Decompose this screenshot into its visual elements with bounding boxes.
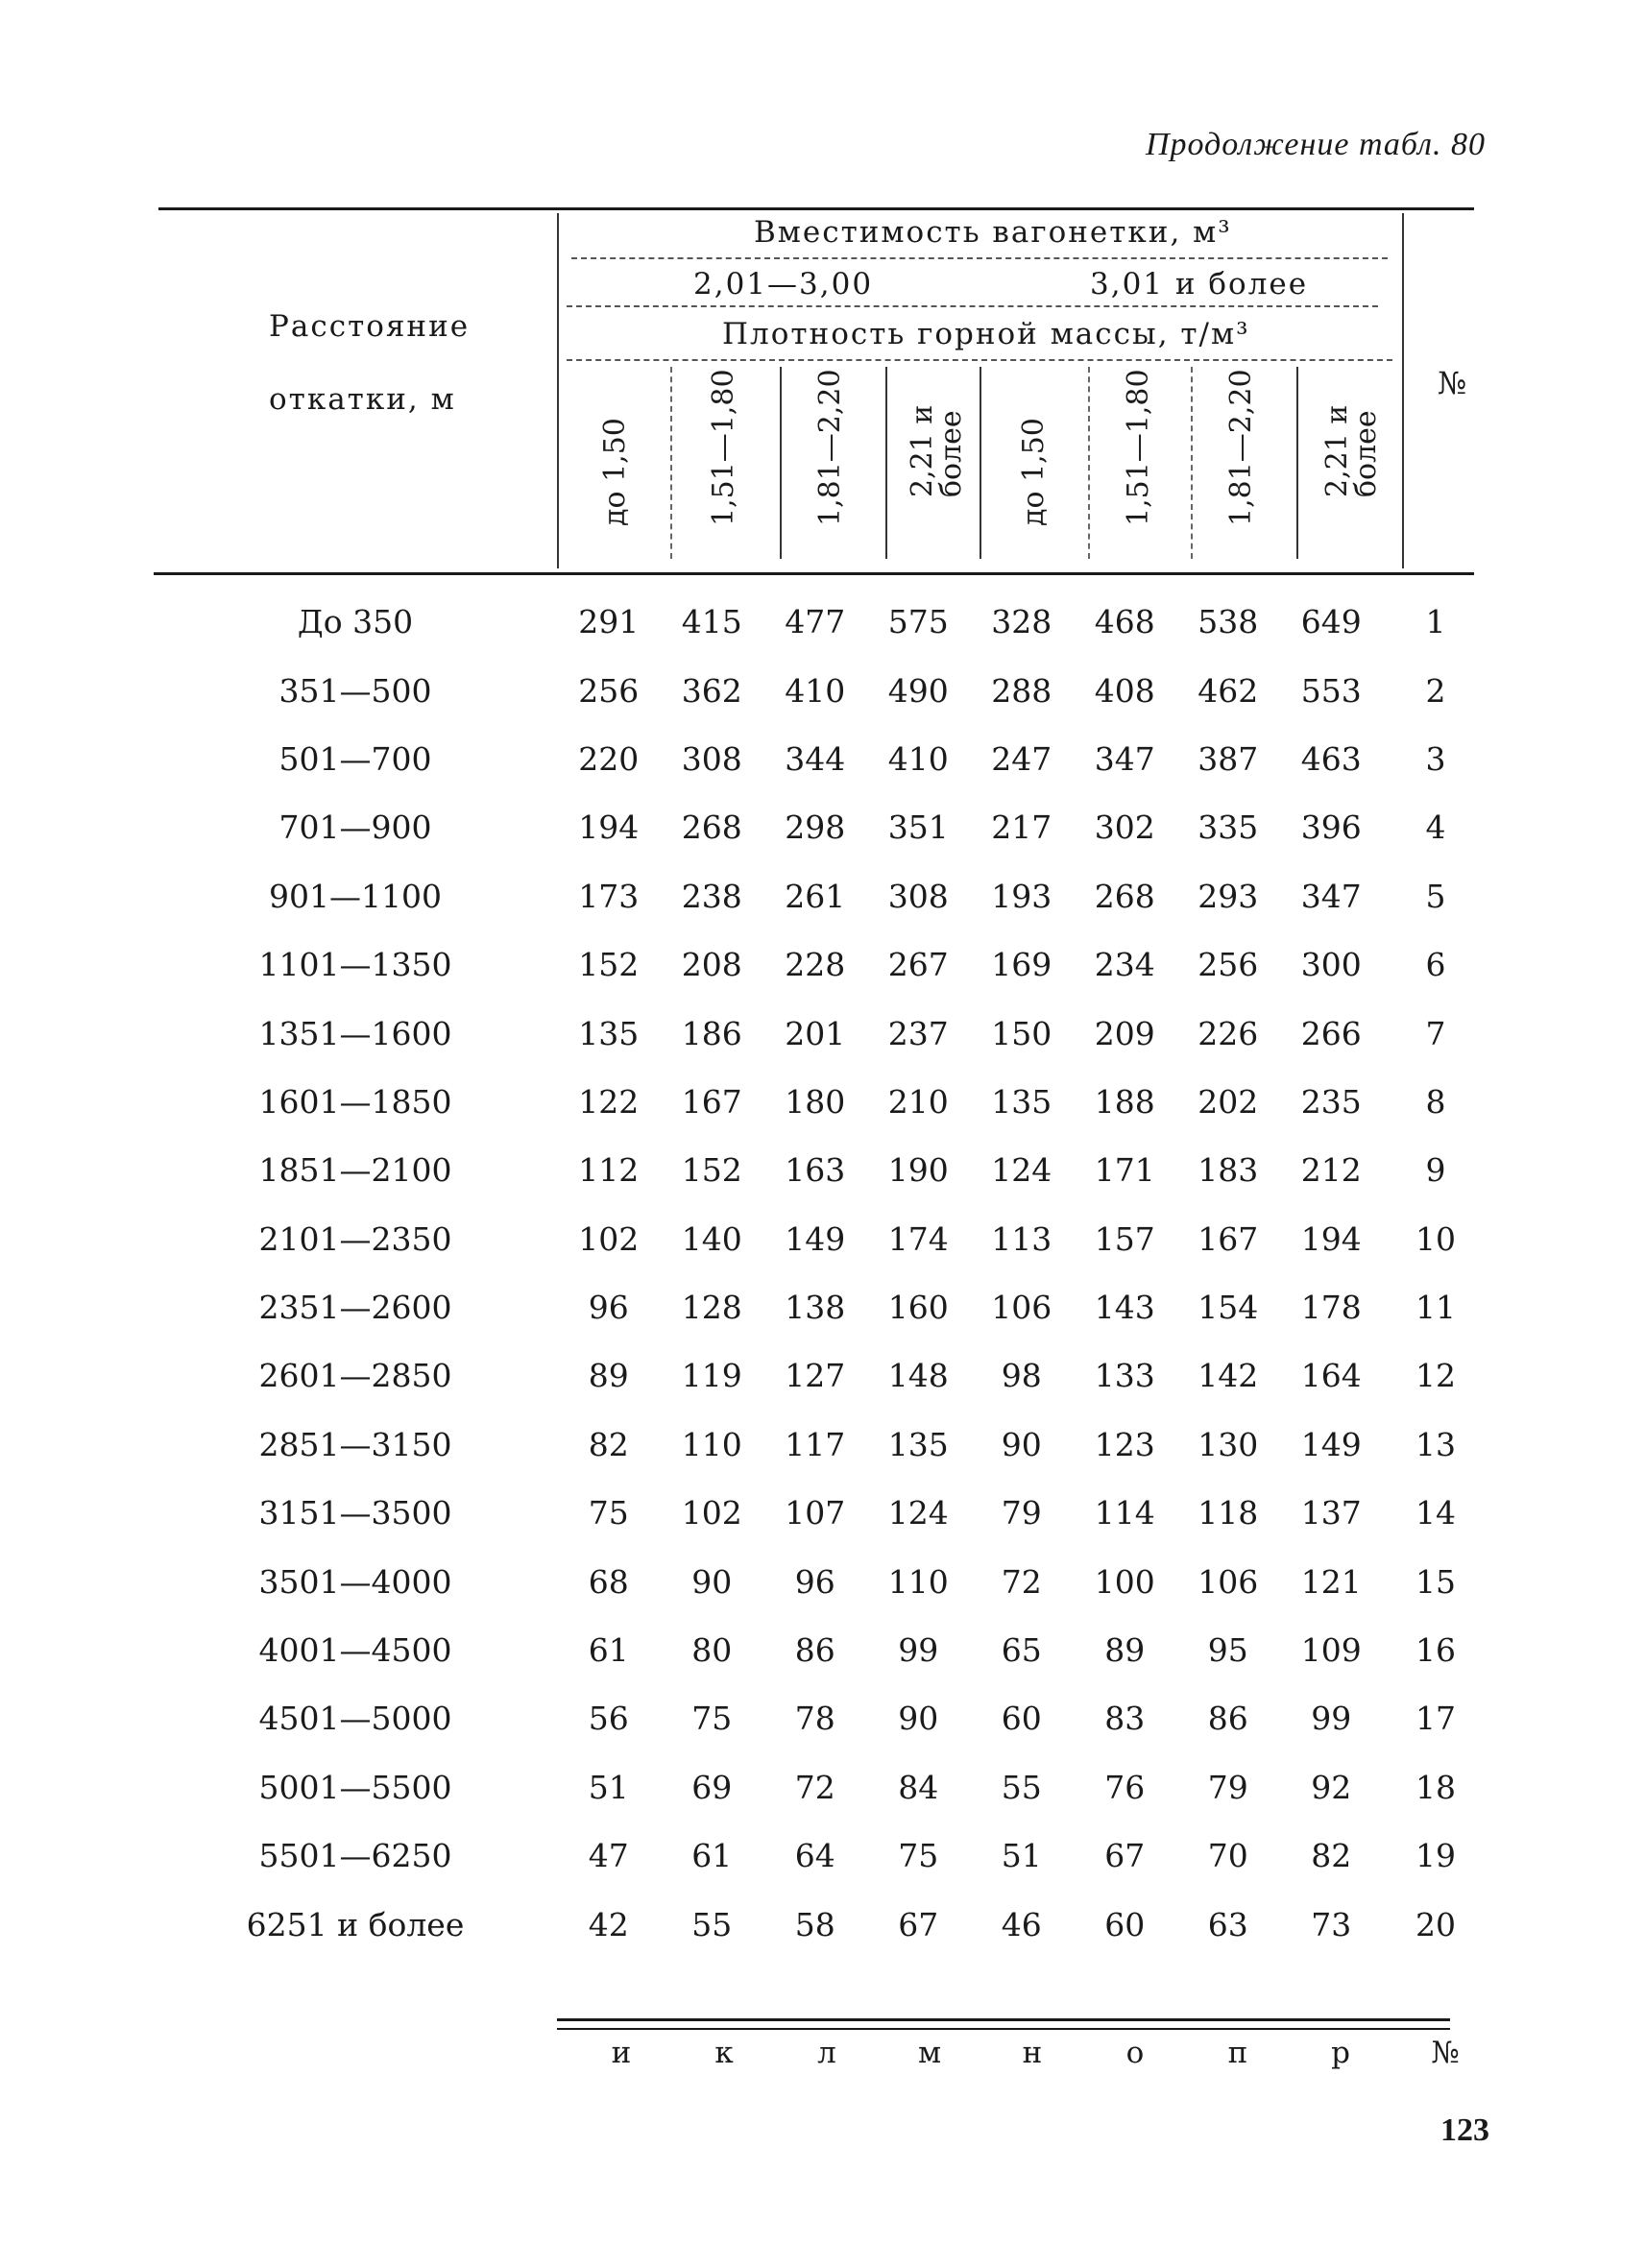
row-value: 135 (887, 1425, 949, 1463)
row-distance: До 350 (297, 603, 414, 641)
table-row (154, 1205, 1488, 1273)
row-value: 80 (691, 1631, 733, 1670)
table-row (154, 1890, 1488, 1958)
row-value: 130 (1197, 1425, 1259, 1463)
row-value: 293 (1197, 877, 1259, 915)
row-value: 106 (991, 1289, 1052, 1327)
row-distance: 1851—2100 (258, 1151, 452, 1190)
row-value: 61 (691, 1837, 733, 1875)
row-value: 410 (887, 739, 949, 778)
row-value: 102 (681, 1494, 742, 1532)
row-value: 201 (785, 1014, 846, 1052)
row-value: 468 (1094, 603, 1155, 641)
row-value: 61 (588, 1631, 629, 1670)
row-value: 96 (588, 1289, 629, 1327)
row-value: 183 (1197, 1151, 1259, 1190)
capacity-label: Вместимость вагонетки, м³ (754, 215, 1232, 250)
row-value: 157 (1094, 1219, 1155, 1258)
row-value: 194 (1300, 1219, 1362, 1258)
table-row (154, 588, 1488, 656)
table-row (154, 1136, 1488, 1204)
row-value: 291 (578, 603, 640, 641)
row-distance: 6251 и более (246, 1905, 465, 1943)
group-a-label: 2,01—3,00 (693, 267, 874, 302)
capacity-rule (571, 257, 1388, 259)
table-row (154, 725, 1488, 793)
row-value: 302 (1094, 808, 1155, 847)
row-value: 149 (785, 1219, 846, 1258)
row-number: 9 (1425, 1151, 1446, 1190)
row-value: 193 (991, 877, 1052, 915)
row-value: 51 (588, 1768, 629, 1806)
row-value: 140 (681, 1219, 742, 1258)
table-caption: Продолжение табл. 80 (1145, 127, 1486, 162)
row-value: 121 (1300, 1562, 1362, 1601)
row-value: 173 (578, 877, 640, 915)
table-row (154, 1273, 1488, 1341)
row-distance: 4501—5000 (258, 1700, 452, 1738)
row-value: 107 (785, 1494, 846, 1532)
group-rule (567, 305, 1378, 307)
row-value: 137 (1300, 1494, 1362, 1532)
footer-letter: о (1125, 2036, 1145, 2070)
row-distance: 4001—4500 (258, 1631, 452, 1670)
row-value: 410 (785, 671, 846, 710)
row-value: 110 (681, 1425, 742, 1463)
row-value: 351 (887, 808, 949, 847)
row-value: 328 (991, 603, 1052, 641)
subcolumn-header: до 1,50 (1017, 418, 1051, 526)
row-number: 8 (1425, 1082, 1446, 1121)
row-value: 149 (1300, 1425, 1362, 1463)
footer-letter: л (817, 2036, 836, 2070)
row-value: 208 (681, 946, 742, 984)
row-value: 100 (1094, 1562, 1155, 1601)
row-distance: 3151—3500 (258, 1494, 452, 1532)
row-value: 70 (1207, 1837, 1248, 1875)
row-value: 210 (887, 1082, 949, 1121)
subcolumn-separator (980, 367, 981, 559)
row-value: 298 (785, 808, 846, 847)
row-distance: 1601—1850 (258, 1082, 452, 1121)
row-value: 477 (785, 603, 846, 641)
row-value: 138 (785, 1289, 846, 1327)
row-value: 167 (1197, 1219, 1259, 1258)
row-number: 14 (1415, 1494, 1456, 1532)
row-value: 46 (1001, 1905, 1042, 1943)
row-number: 1 (1425, 603, 1446, 641)
row-value: 396 (1300, 808, 1362, 847)
row-value: 83 (1104, 1700, 1146, 1738)
row-value: 118 (1197, 1494, 1259, 1532)
row-number: 5 (1425, 877, 1446, 915)
row-value: 462 (1197, 671, 1259, 710)
row-value: 538 (1197, 603, 1259, 641)
row-value: 194 (578, 808, 640, 847)
row-value: 256 (1197, 946, 1259, 984)
table-row (154, 1753, 1488, 1822)
row-distance: 2351—2600 (258, 1289, 452, 1327)
row-value: 261 (785, 877, 846, 915)
subcolumn-separator (1191, 367, 1193, 559)
row-number: 18 (1415, 1768, 1456, 1806)
table-row (154, 999, 1488, 1067)
row-value: 78 (794, 1700, 835, 1738)
row-value: 408 (1094, 671, 1155, 710)
row-value: 86 (794, 1631, 835, 1670)
row-value: 67 (1104, 1837, 1146, 1875)
row-value: 234 (1094, 946, 1155, 984)
row-value: 163 (785, 1151, 846, 1190)
row-value: 110 (887, 1562, 949, 1601)
row-value: 124 (887, 1494, 949, 1532)
row-value: 152 (578, 946, 640, 984)
row-value: 64 (794, 1837, 835, 1875)
row-value: 73 (1311, 1905, 1352, 1943)
row-value: 190 (887, 1151, 949, 1190)
row-value: 164 (1300, 1357, 1362, 1395)
row-value: 92 (1311, 1768, 1352, 1806)
row-value: 128 (681, 1289, 742, 1327)
row-value: 575 (887, 603, 949, 641)
row-value: 150 (991, 1014, 1052, 1052)
row-value: 42 (588, 1905, 629, 1943)
row-value: 188 (1094, 1082, 1155, 1121)
footer-rule (557, 2018, 1450, 2021)
subcolumn-header: 2,21 и более (1320, 404, 1383, 497)
row-value: 362 (681, 671, 742, 710)
table-row (154, 1341, 1488, 1410)
row-value: 55 (691, 1905, 733, 1943)
row-distance: 1351—1600 (258, 1014, 452, 1052)
row-distance: 901—1100 (269, 877, 442, 915)
row-number: 3 (1425, 739, 1446, 778)
row-value: 335 (1197, 808, 1259, 847)
row-value: 212 (1300, 1151, 1362, 1190)
row-value: 124 (991, 1151, 1052, 1190)
row-number: 7 (1425, 1014, 1446, 1052)
row-value: 347 (1094, 739, 1155, 778)
row-value: 169 (991, 946, 1052, 984)
row-number: 6 (1425, 946, 1446, 984)
footer-number-label: № (1431, 2036, 1460, 2070)
row-value: 235 (1300, 1082, 1362, 1121)
row-value: 90 (898, 1700, 939, 1738)
row-value: 72 (794, 1768, 835, 1806)
row-value: 96 (794, 1562, 835, 1601)
row-value: 90 (691, 1562, 733, 1601)
row-value: 154 (1197, 1289, 1259, 1327)
row-distance: 5001—5500 (258, 1768, 452, 1806)
row-value: 56 (588, 1700, 629, 1738)
row-value: 160 (887, 1289, 949, 1327)
row-value: 226 (1197, 1014, 1259, 1052)
group-b-label: 3,01 и более (1090, 267, 1309, 302)
row-value: 167 (681, 1082, 742, 1121)
row-number: 2 (1425, 671, 1446, 710)
number-column-label: № (1438, 365, 1467, 401)
footer-letter: н (1022, 2036, 1043, 2070)
row-value: 308 (681, 739, 742, 778)
subcolumn-separator (670, 367, 672, 559)
row-value: 122 (578, 1082, 640, 1121)
data-table (154, 588, 1488, 1959)
row-value: 142 (1197, 1357, 1259, 1395)
row-distance: 501—700 (278, 739, 432, 778)
subcolumn-header: 2,21 и более (906, 404, 968, 497)
top-rule (158, 207, 1474, 210)
row-value: 180 (785, 1082, 846, 1121)
row-value: 553 (1300, 671, 1362, 710)
row-value: 79 (1001, 1494, 1042, 1532)
subcolumn-header: 1,51—1,80 (1122, 369, 1155, 526)
row-value: 72 (1001, 1562, 1042, 1601)
row-value: 113 (991, 1219, 1052, 1258)
row-number: 20 (1415, 1905, 1456, 1943)
row-value: 135 (578, 1014, 640, 1052)
distance-label: Расстояние (269, 309, 471, 344)
row-value: 79 (1207, 1768, 1248, 1806)
row-value: 178 (1300, 1289, 1362, 1327)
row-value: 237 (887, 1014, 949, 1052)
row-value: 114 (1094, 1494, 1155, 1532)
row-value: 463 (1300, 739, 1362, 778)
row-distance: 1101—1350 (258, 946, 452, 984)
row-distance: 5501—6250 (258, 1837, 452, 1875)
row-value: 143 (1094, 1289, 1155, 1327)
row-value: 256 (578, 671, 640, 710)
row-value: 86 (1207, 1700, 1248, 1738)
row-value: 220 (578, 739, 640, 778)
row-value: 209 (1094, 1014, 1155, 1052)
row-value: 202 (1197, 1082, 1259, 1121)
table-row (154, 1479, 1488, 1547)
row-value: 60 (1104, 1905, 1146, 1943)
row-value: 247 (991, 739, 1052, 778)
table-row (154, 1684, 1488, 1752)
row-value: 238 (681, 877, 742, 915)
subcolumn-header: 1,81—2,20 (813, 369, 847, 526)
row-value: 99 (898, 1631, 939, 1670)
row-distance: 701—900 (278, 808, 432, 847)
row-value: 76 (1104, 1768, 1146, 1806)
row-value: 75 (898, 1837, 939, 1875)
footer-rule-bottom (557, 2028, 1450, 2030)
row-value: 171 (1094, 1151, 1155, 1190)
row-value: 102 (578, 1219, 640, 1258)
subcolumn-separator (1088, 367, 1090, 559)
table-row (154, 1616, 1488, 1684)
row-value: 300 (1300, 946, 1362, 984)
row-distance: 3501—4000 (258, 1562, 452, 1601)
row-number: 16 (1415, 1631, 1456, 1670)
row-value: 148 (887, 1357, 949, 1395)
row-value: 68 (588, 1562, 629, 1601)
row-distance: 351—500 (278, 671, 432, 710)
row-value: 67 (898, 1905, 939, 1943)
row-value: 288 (991, 671, 1052, 710)
footer-letter: и (611, 2036, 632, 2070)
row-value: 112 (578, 1151, 640, 1190)
row-value: 228 (785, 946, 846, 984)
row-value: 415 (681, 603, 742, 641)
row-value: 82 (1311, 1837, 1352, 1875)
row-value: 95 (1207, 1631, 1248, 1670)
footer-letter: п (1227, 2036, 1248, 2070)
row-value: 123 (1094, 1425, 1155, 1463)
row-value: 119 (681, 1357, 742, 1395)
row-value: 69 (691, 1768, 733, 1806)
table-row (154, 1068, 1488, 1136)
row-value: 98 (1001, 1357, 1042, 1395)
density-label: Плотность горной массы, т/м³ (722, 317, 1250, 351)
footer-letter: м (917, 2036, 942, 2070)
row-value: 63 (1207, 1905, 1248, 1943)
row-value: 47 (588, 1837, 629, 1875)
row-value: 51 (1001, 1837, 1042, 1875)
row-number: 13 (1415, 1425, 1456, 1463)
row-value: 344 (785, 739, 846, 778)
table-row (154, 1547, 1488, 1615)
row-number: 4 (1425, 808, 1446, 847)
table-row (154, 656, 1488, 724)
row-value: 186 (681, 1014, 742, 1052)
table-row (154, 1822, 1488, 1890)
row-value: 75 (691, 1700, 733, 1738)
row-value: 266 (1300, 1014, 1362, 1052)
row-value: 133 (1094, 1357, 1155, 1395)
row-value: 84 (898, 1768, 939, 1806)
row-value: 490 (887, 671, 949, 710)
row-value: 347 (1300, 877, 1362, 915)
table-row (154, 1411, 1488, 1479)
row-value: 60 (1001, 1700, 1042, 1738)
row-value: 117 (785, 1425, 846, 1463)
row-number: 11 (1415, 1289, 1456, 1327)
row-value: 127 (785, 1357, 846, 1395)
row-value: 649 (1300, 603, 1362, 641)
row-number: 17 (1415, 1700, 1456, 1738)
table-row (154, 793, 1488, 861)
row-value: 99 (1311, 1700, 1352, 1738)
row-number: 10 (1415, 1219, 1456, 1258)
distance-label-unit: откатки, м (269, 382, 456, 417)
row-number: 15 (1415, 1562, 1456, 1601)
row-value: 268 (681, 808, 742, 847)
row-value: 109 (1300, 1631, 1362, 1670)
row-value: 82 (588, 1425, 629, 1463)
row-number: 12 (1415, 1357, 1456, 1395)
header-right-divider (1402, 213, 1404, 568)
row-distance: 2851—3150 (258, 1425, 452, 1463)
row-distance: 2101—2350 (258, 1219, 452, 1258)
subcolumn-header: 1,81—2,20 (1224, 369, 1258, 526)
row-value: 217 (991, 808, 1052, 847)
header-bottom-rule (154, 572, 1474, 575)
table-row (154, 862, 1488, 930)
subcolumn-header: 1,51—1,80 (707, 369, 740, 526)
row-number: 19 (1415, 1837, 1456, 1875)
row-value: 308 (887, 877, 949, 915)
row-value: 174 (887, 1219, 949, 1258)
row-value: 90 (1001, 1425, 1042, 1463)
subcolumn-header: до 1,50 (598, 418, 632, 526)
footer-letter: к (714, 2036, 734, 2070)
row-value: 55 (1001, 1768, 1042, 1806)
subcolumn-separator (780, 367, 782, 559)
row-value: 268 (1094, 877, 1155, 915)
row-distance: 2601—2850 (258, 1357, 452, 1395)
density-rule (567, 359, 1392, 361)
row-value: 135 (991, 1082, 1052, 1121)
row-value: 65 (1001, 1631, 1042, 1670)
row-value: 387 (1197, 739, 1259, 778)
row-value: 106 (1197, 1562, 1259, 1601)
row-value: 75 (588, 1494, 629, 1532)
table-row (154, 930, 1488, 999)
header-left-divider (557, 213, 559, 568)
footer-letter: р (1331, 2036, 1350, 2070)
row-value: 267 (887, 946, 949, 984)
row-value: 152 (681, 1151, 742, 1190)
page-number: 123 (1440, 2112, 1489, 2148)
row-value: 58 (794, 1905, 835, 1943)
row-value: 89 (1104, 1631, 1146, 1670)
row-value: 89 (588, 1357, 629, 1395)
